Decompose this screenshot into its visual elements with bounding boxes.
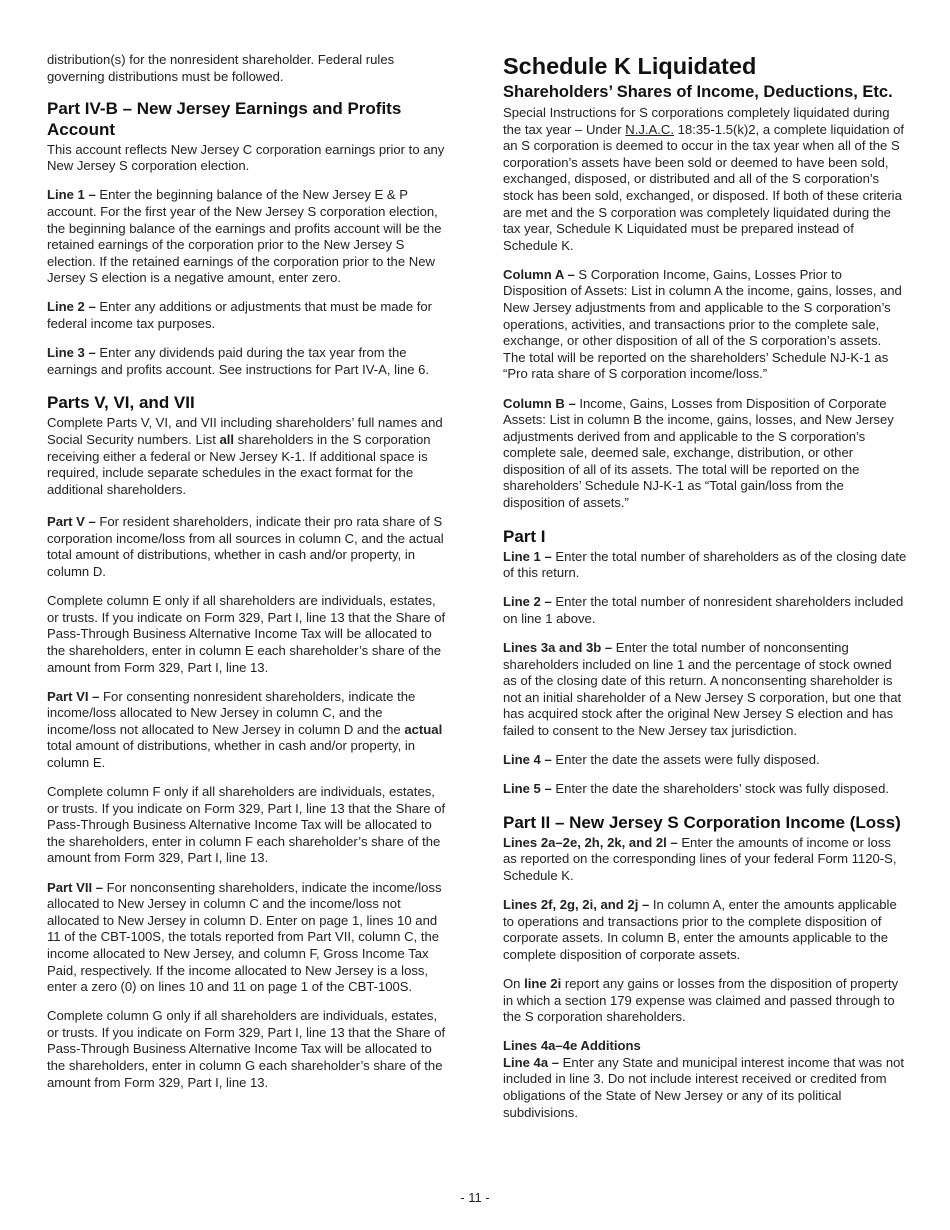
body-text: S Corporation Income, Gains, Losses Prior to Disposition of Assets: List in column A the income, gains, losses, and New Jersey adjustments from and applicable to the S corporation’s operations, activities, and transactions prior to the complete sale, exchange, or other disposition of all of the S corporation’s assets. The total will be reported on the shareholders’ Schedule NJ-K-1 as “Pro rata share of S corporation income/loss.” xyxy=(503,266,902,382)
part-vi-instruction xyxy=(47,689,449,772)
lines-2a-2e-instruction xyxy=(503,835,907,885)
body-text: Special Instructions for S corporations completely liquidated during the tax year – Under xyxy=(503,105,890,137)
body-text: For nonconsenting shareholders, indicate the income/loss allocated to New Jersey in column C and the income/loss not allocated to New Jersey in column D. Enter on page 1, lines 10 and 11 of the CBT-100S, the totals reported from Part VII, column C, the income allocated to New Jersey, and column F, Gross Income Tax Paid, respectively. If the income allocated to New Jersey is a loss, enter a zero (0) on lines 10 and 11 on page 1 of the CBT-100S. xyxy=(47,879,442,995)
body-text: Enter any dividends paid during the tax year from the earnings and profits account. See instructions for Part IV-A, line 6. xyxy=(47,345,430,377)
line-2i-instruction xyxy=(503,976,907,1026)
body-text: For consenting nonresident shareholders, indicate the income/loss allocated to New Jersey in column C, and the income/loss not allocated to New Jersey in column D and the xyxy=(47,688,416,737)
body-text: For resident shareholders, indicate their pro rata share of S corporation income/loss from all sources in column C, and the actual total amount of distributions, whether in cash and/or property, in column D. xyxy=(47,514,444,580)
emphasis: actual xyxy=(404,721,443,737)
lead-label: Line 5 – xyxy=(503,781,552,797)
emphasis: all xyxy=(219,431,235,447)
column-e-instruction: Complete column E only if all shareholders are individuals, estates, or trusts. If you indicate on Form 329, Part I, line 13 that the Share of Pass-Through Business Alternative Income Tax will be allocated to the shareholders, enter in column E each shareholder’s share of the amount from Form 329, Part I, line 13. xyxy=(47,593,446,675)
paragraph: distribution(s) for the nonresident shareholder. Federal rules governing distributions must be followed. xyxy=(47,52,395,84)
line-4a-instruction xyxy=(503,1055,907,1121)
intro-paragraph xyxy=(503,105,907,254)
lead-label: Line 1 – xyxy=(47,187,96,203)
body-text: In column A, enter the amounts applicable to operations and transactions prior to the complete disposition of corporate assets. In column B, enter the amounts applicable to the complete disposition of corporate assets. xyxy=(503,897,897,962)
body-text: report any gains or losses from the disposition of property in which a section 179 expense was claimed and passed through to the S corporation shareholders. xyxy=(503,975,899,1025)
lead-label: Lines 3a and 3b – xyxy=(503,640,613,656)
left-column xyxy=(47,52,449,1104)
lead-label: Lines 2f, 2g, 2i, and 2j – xyxy=(503,897,650,913)
part-vii-instruction xyxy=(47,880,449,996)
lead-label: Part VI – xyxy=(47,688,100,704)
lead-label: Line 1 – xyxy=(503,548,552,564)
part-v-instruction xyxy=(47,514,449,580)
emphasis: line 2i xyxy=(524,975,562,991)
line-4-instruction xyxy=(503,752,907,769)
body-text: Enter the date the assets were fully disposed. xyxy=(551,752,820,768)
heading-parts-v-vi-vii: Parts V, VI, and VII xyxy=(47,393,195,413)
paragraph: This account reflects New Jersey C corporation earnings prior to any New Jersey S corporation election. xyxy=(47,141,445,174)
line-2-instruction xyxy=(47,299,449,332)
body-text: Enter the date the shareholders’ stock was fully disposed. xyxy=(551,781,889,797)
line-2-instruction xyxy=(503,594,907,627)
body-text: shareholders in the S corporation receiving either a federal or New Jersey K-1. If additional space is required, include separate schedules in the exact format for the additional shareholders. xyxy=(47,431,431,497)
lead-label: Line 4a – xyxy=(503,1054,560,1070)
page-number: - 11 - xyxy=(460,1190,490,1205)
line-1-instruction xyxy=(47,187,449,287)
line-3-instruction xyxy=(47,345,449,378)
right-column xyxy=(503,52,907,1134)
lead-label: Column A – xyxy=(503,266,575,282)
lines-2f-2j-instruction xyxy=(503,897,907,963)
body-text: 18:35-1.5(k)2, a complete liquidation of an S corporation is deemed to occur in the tax year when all of the S corporation’s assets have been sold or deemed to have been sold, exchanged, disposed, or distributed and all of the S corporation’s stock has been sold, exchanged, or disposed. If both of these criteria are met and the S corporation was completely liquidated during the tax year, Schedule K Liquidated must be prepared instead of Schedule K. xyxy=(503,121,905,253)
body-text: Enter the total number of nonconsenting shareholders included on line 1 and the percentage of stock owned as of the closing date of this return. A nonconsenting shareholder is not an initial shareholder of a New Jersey S corporation, but one that has acquired stock after the original New Jersey S election and has failed to consent to the New Jersey tax jurisdiction. xyxy=(503,640,902,738)
parts-intro xyxy=(47,415,449,498)
body-text: Enter the total number of shareholders as of the closing date of this return. xyxy=(503,548,907,581)
body-text: Enter any additions or adjustments that must be made for federal income tax purposes. xyxy=(47,299,433,332)
body-text: Enter the beginning balance of the New Jersey E & P account. For the first year of the New Jersey S corporation election, the beginning balance of the earnings and profits account will be the retained earnings of the corporation prior to the New Jersey S election. If the retained earnings of the corporation prior to the New Jersey S election is a negative amount, enter zero. xyxy=(47,187,442,286)
lead-label: Part VII – xyxy=(47,879,104,895)
lead-label: Line 2 – xyxy=(503,594,552,610)
column-g-instruction: Complete column G only if all shareholders are individuals, estates, or trusts. If you indicate on Form 329, Part I, line 13 that the Share of Pass-Through Business Alternative Income Tax will be allocated to the shareholders, enter in column G each shareholder’s share of the amount from Form 329, Part I, line 13. xyxy=(47,1008,446,1090)
page-subtitle: Shareholders’ Shares of Income, Deductions, Etc. xyxy=(503,83,893,101)
body-text: total amount of distributions, whether in cash and/or property, in column E. xyxy=(47,738,416,770)
column-a-instruction xyxy=(503,267,907,383)
subheading-additions: Lines 4a–4e Additions xyxy=(503,1038,641,1054)
lead-label: Part V – xyxy=(47,514,96,530)
lead-label: Lines 2a–2e, 2h, 2k, and 2l – xyxy=(503,834,678,850)
njac-reference: N.J.A.C. xyxy=(625,121,675,137)
page-title: Schedule K Liquidated xyxy=(503,53,757,79)
lead-label: Line 3 – xyxy=(47,345,96,361)
body-text: On xyxy=(503,975,525,991)
body-text: Complete Parts V, VI, and VII including shareholders’ full names and Social Security numbers. List xyxy=(47,415,443,447)
line-1-instruction xyxy=(503,549,907,582)
column-f-instruction: Complete column F only if all shareholders are individuals, estates, or trusts. If you indicate on Form 329, Part I, line 13 that the Share of Pass-Through Business Alternative Income Tax will be allocated to the shareholders, enter in column F each shareholder’s share of the amount from Form 329, Part I, line 13. xyxy=(47,784,446,866)
heading-part-ii: Part II – New Jersey S Corporation Income (Loss) xyxy=(503,812,901,832)
lead-label: Line 4 – xyxy=(503,752,552,768)
lead-label: Line 2 – xyxy=(47,299,96,315)
lead-label: Column B – xyxy=(503,395,576,411)
heading-part-iv-b: Part IV-B – New Jersey Earnings and Profits Account xyxy=(47,98,402,139)
heading-part-i: Part I xyxy=(503,526,546,546)
line-5-instruction xyxy=(503,781,907,798)
lines-3a-3b-instruction xyxy=(503,640,907,740)
body-text: Enter the amounts of income or loss as reported on the corresponding lines of your federal Form 1120-S, Schedule K. xyxy=(503,834,897,883)
column-b-instruction xyxy=(503,396,907,512)
body-text: Income, Gains, Losses from Disposition of Corporate Assets: List in column B the income, gains, losses, and New Jersey adjustments derived from and applicable to the S corporation’s complete sale, deemed sale, exchange, distribution, or other disposition of all of its assets. The total will be reported on the shareholders’ Schedule NJ-K-1 as “Total gain/loss from the disposition of assets.” xyxy=(503,395,894,511)
body-text: Enter any State and municipal interest income that was not included in line 3. Do not include interest received or credited from obligations of the State of New Jersey or any of its political subdivisions. xyxy=(503,1054,905,1120)
body-text: Enter the total number of nonresident shareholders included on line 1 above. xyxy=(503,594,904,626)
